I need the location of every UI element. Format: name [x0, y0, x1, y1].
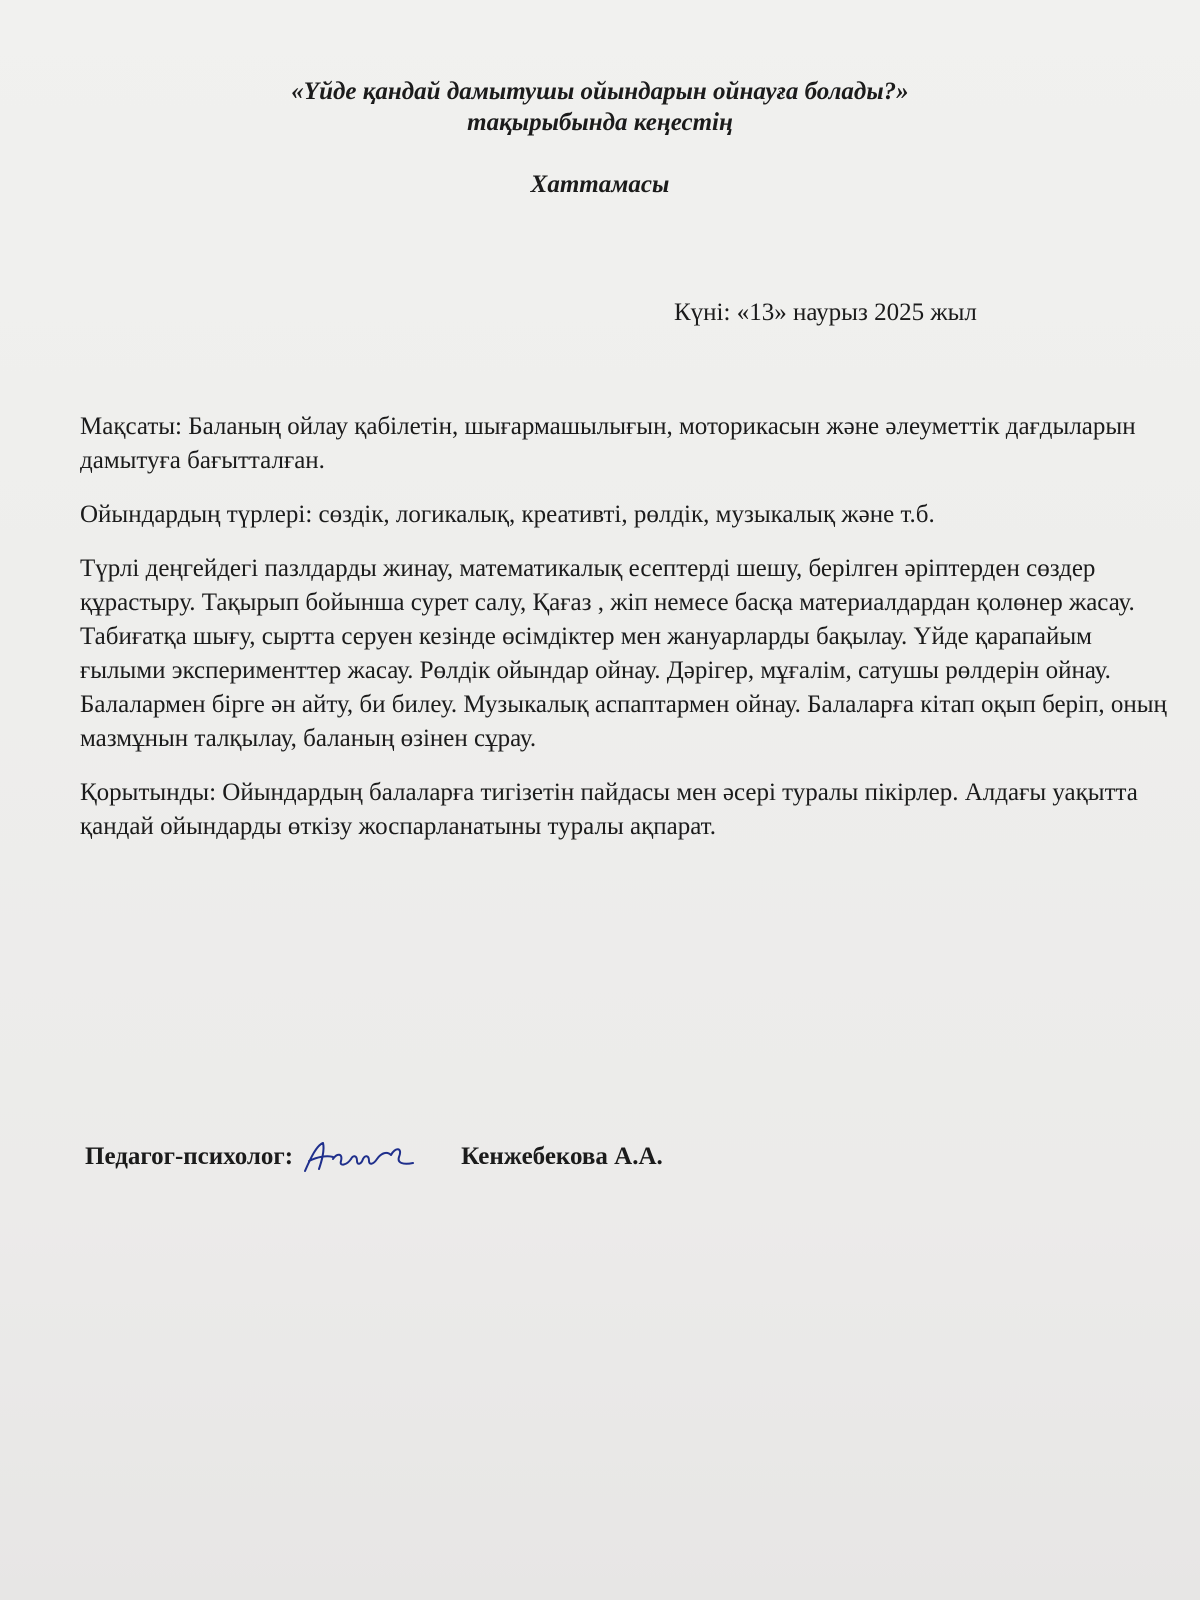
heading-topic: «Үйде қандай дамытушы ойындарын ойнауға болады?»	[291, 78, 909, 105]
heading-document-type: Хаттамасы	[530, 171, 670, 198]
paragraph-activities: Түрлі деңгейдегі пазлдарды жинау, математикалық есептерді шешу, берілген әріптерден сөздер құрастыру. Тақырып бойынша сурет салу, Қағаз , жіп немесе басқа материалдардан қолөнер жасау. Табиғатқа шығу, сыртта серуен кезінде өсімдіктер мен жануарларды бақылау. Үйде қарапайым ғылыми эксперименттер жасау. Рөлдік ойындар ойнау. Дәрігер, мұғалім, сатушы рөлдерін ойнау. Балалармен бірге ән айту, би билеу. Музыкалық аспаптармен ойнау. Балаларға кітап оқып беріп, оның мазмұнын талқылау, баланың өзінен сұрау.	[80, 555, 1167, 752]
paragraph-conclusion: Қорытынды: Ойындардың балаларға тигізетін пайдасы мен әсері туралы пікірлер. Алдағы уақытта қандай ойындарды өткізу жоспарланатыны туралы ақпарат.	[80, 779, 1138, 840]
paragraph-goal: Мақсаты: Баланың ойлау қабілетін, шығармашылығын, моторикасын және әлеуметтік дағдыларын дамытуға бағытталған.	[80, 413, 1136, 474]
heading-subtitle: тақырыбында кеңестің	[467, 109, 733, 136]
document-body	[80, 410, 1180, 864]
signer-name: Кенжебекова А.А.	[461, 1143, 663, 1170]
signature-block	[85, 1137, 663, 1177]
signer-role: Педагог-психолог:	[85, 1143, 294, 1170]
meeting-date: Күні: «13» наурыз 2025 жыл	[674, 299, 977, 326]
handwritten-signature	[299, 1137, 419, 1177]
document-heading	[0, 76, 1200, 200]
paragraph-game-types: Ойындардың түрлері: сөздік, логикалық, креативті, рөлдік, музыкалық және т.б.	[80, 501, 935, 528]
